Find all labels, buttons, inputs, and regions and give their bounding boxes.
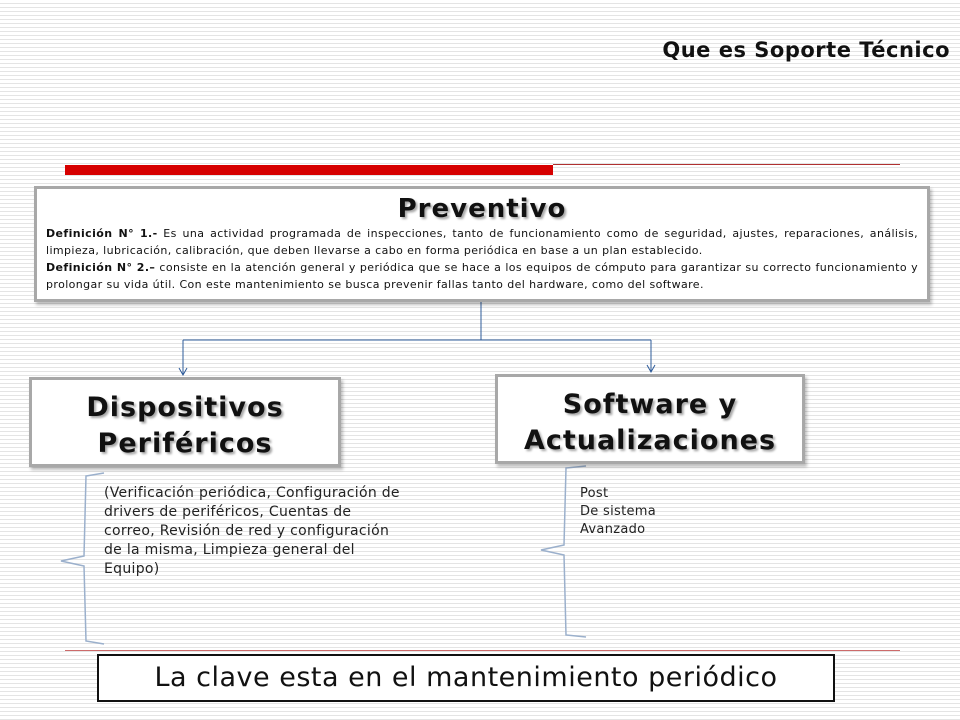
software-item: Post [580, 486, 609, 501]
software-item: De sistema [580, 504, 657, 519]
dispositivos-details: (Verificación periódica, Configuración de drivers de periféricos, Cuentas de correo, Revisión de red y configuración de la misma, Limpieza general del Equipo) [104, 485, 400, 577]
definition-2-label: Definición N° 2.– [46, 261, 156, 274]
preventivo-definitions [46, 225, 918, 293]
software-heading-line1: Software y [562, 389, 738, 420]
bottom-divider [65, 650, 900, 651]
definition-1-label: Definición N° 1.- [46, 227, 158, 240]
definition-1-text: Es una actividad programada de inspecciones, tanto de funcionamiento como de seguridad, ajustes, reparaciones, análisis, limpieza, lubricación, calibración, que deben llevarse a cabo en forma periódica en base a un plan establecido. [46, 227, 918, 257]
preventivo-heading: Preventivo [397, 194, 567, 224]
software-items [580, 485, 780, 539]
dispositivos-heading-line1: Dispositivos [86, 392, 284, 423]
dispositivos-heading-line2: Periféricos [97, 428, 273, 459]
brace-left [61, 473, 104, 644]
software-item: Avanzado [580, 522, 646, 537]
preventivo-box [34, 186, 930, 302]
footer-key-message: La clave esta en el mantenimiento periódico [97, 654, 835, 702]
definition-2-text: consiste en la atención general y periódica que se hace a los equipos de cómputo para garantizar su correcto funcionamiento y prolongar su vida útil. Con este mantenimiento se busca prevenir fallas tanto del hardware, como del software. [46, 261, 918, 291]
dispositivos-box [29, 377, 341, 467]
software-heading-line2: Actualizaciones [523, 425, 777, 456]
software-box [495, 374, 805, 464]
slide-title: Que es Soporte Técnico [662, 38, 950, 62]
